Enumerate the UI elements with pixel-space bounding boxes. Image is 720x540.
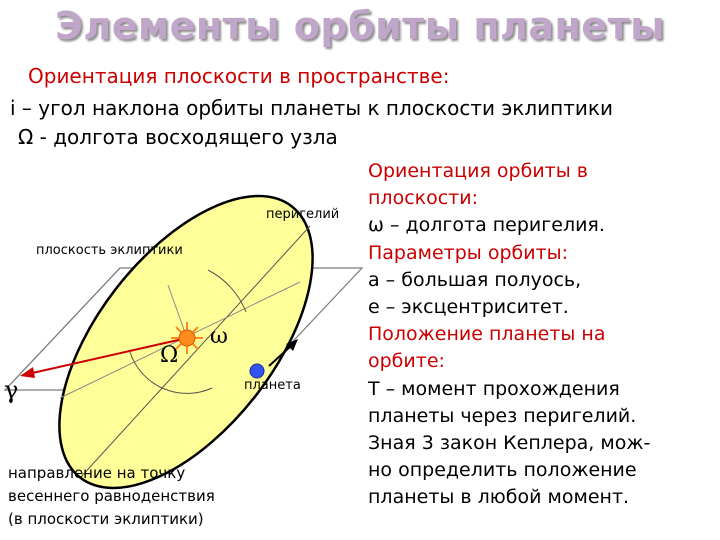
orientation-heading: Ориентация плоскости в пространстве: (28, 64, 450, 88)
perihelion-label: перигелий (266, 207, 340, 222)
text-line: a – большая полуось, (368, 268, 582, 291)
text-line: плоскости: (368, 187, 479, 210)
equinox-caption (8, 462, 215, 531)
page-title: Элементы орбиты планеты (55, 4, 665, 48)
node-symbol: Ω (160, 343, 179, 368)
perihelion-symbol: ω (210, 324, 228, 349)
text-line: планеты в любой момент. (368, 486, 630, 509)
orbit-parameters-text (368, 158, 718, 512)
node-text: Ω - долгота восходящего узла (18, 125, 338, 149)
planet-label: планета (244, 378, 301, 393)
caption-line: весеннего равноденствия (8, 487, 215, 505)
gamma-symbol: γ (4, 376, 19, 404)
caption-line: направление на точку (8, 464, 186, 482)
inclination-text: i – угол наклона орбиты планеты к плоскости эклиптики (10, 96, 613, 120)
text-line: орбите: (368, 350, 445, 373)
text-line: Параметры орбиты: (368, 241, 569, 264)
text-line: Зная 3 закон Кеплера, мож- (368, 432, 651, 455)
text-line: T – момент прохождения (368, 377, 620, 400)
text-line: Положение планеты на (368, 323, 606, 346)
text-line: Ориентация орбиты в (368, 160, 588, 182)
text-line: ω – долгота перигелия. (368, 214, 605, 237)
planet-icon (250, 364, 264, 378)
text-line: e – эксцентриситет. (368, 296, 569, 319)
text-line: но определить положение (368, 459, 637, 482)
ecliptic-label: плоскость эклиптики (36, 243, 183, 258)
text-line: планеты через перигелий. (368, 404, 637, 427)
caption-line: (в плоскости эклиптики) (8, 510, 204, 528)
